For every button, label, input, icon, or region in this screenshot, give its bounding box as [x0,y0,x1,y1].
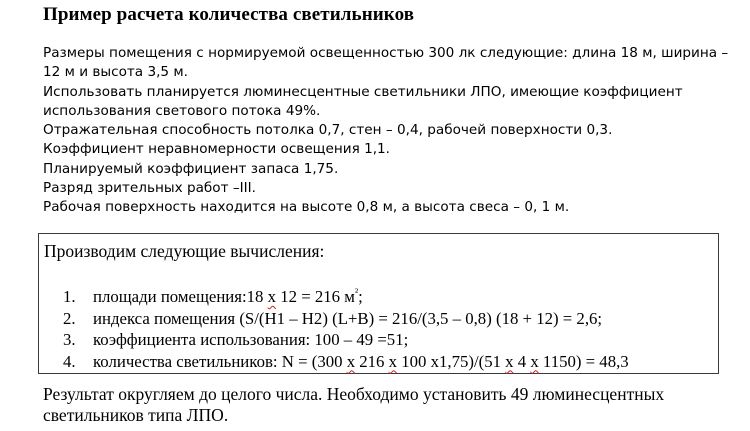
parameter-line: Рабочая поверхность находится на высоте 0,8 м, а высота свеса – 0, 1 м. [43,199,570,216]
item-number: 2. [63,308,76,328]
calculations-box [38,233,719,374]
calculation-item [63,286,629,308]
room-parameters [43,44,733,218]
calculation-item [63,308,629,330]
parameter-line: 12 м и высота 3,5 м. [43,64,188,81]
calculations-heading: Производим следующие вычисления: [44,241,325,261]
calculations-list [63,286,629,372]
parameter-line: Отражательная способность потолка 0,7, стен – 0,4, рабочей поверхности 0,3. [43,122,613,139]
item-text: площади помещения:18 х 12 = 216 $м^{^2}$; [93,286,363,306]
item-text: индекса помещения (S/(H1 – H2) (L+B) = 216/(3,5 – 0,8) (18 + 12) = 2,6; [93,308,603,328]
item-text: количества светильников: N = (300 х 216 х 100 х1,75)/(51 х 4 х 1150) = 48,3 [93,351,629,371]
parameter-line: Разряд зрительных работ –III. [43,180,256,197]
item-number: 4. [63,351,76,371]
calculation-item [63,351,629,373]
slide-title: Пример расчета количества светильников [43,4,415,25]
parameter-line: использования светового потока 49%. [43,102,321,119]
result-text [43,384,733,426]
item-number: 3. [63,330,76,349]
parameter-line: Размеры помещения с нормируемой освещенностью 300 лк следующие: длина 18 м, ширина – [43,45,729,61]
result-line: Результат округляем до целого числа. Необходимо установить 49 люминесцентных [43,384,665,404]
parameter-line: Коэффициент неравномерности освещения 1,1. [43,141,391,158]
item-text: коэффициента использования: 100 – 49 =51; [93,330,409,349]
parameter-line: Использовать планируется люминесцентные светильники ЛПО, имеющие коэффициент [43,83,683,100]
parameter-line: Планируемый коэффициент запаса 1,75. [43,160,339,177]
calculation-item [63,329,629,351]
result-line: светильников типа ЛПО. [43,405,229,425]
item-number: 1. [63,287,76,306]
